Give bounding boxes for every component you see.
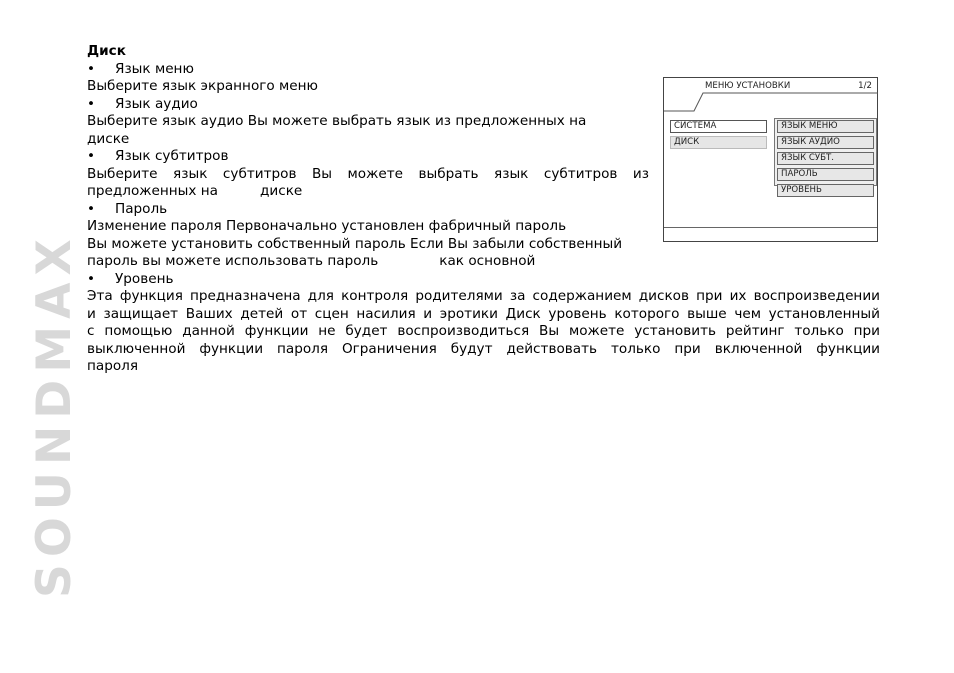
osd-subitem-audio-language: ЯЗЫК АУДИО [777, 136, 874, 149]
paragraph-line: выключенной функции пароля Ограничения будут действовать только при включенной функции [87, 340, 880, 357]
text-fragment: предложенных на [87, 183, 218, 199]
bullet-label: Язык меню [115, 60, 194, 77]
bullet-icon: • [87, 200, 96, 217]
bullet-label: Язык субтитров [115, 148, 229, 164]
bullet-icon: • [87, 270, 96, 287]
paragraph-line: Вы можете установить собственный пароль Если Вы забыли собственный [87, 235, 623, 252]
bullet-label: Уровень [115, 270, 174, 287]
paragraph-line: с помощью данной функции не будет воспроизводиться Вы можете установить рейтинг только при [87, 323, 880, 339]
paragraph-line: пароля [87, 358, 139, 374]
bullet-label: Язык аудио [115, 95, 198, 112]
paragraph-line: Выберите язык аудио Вы можете выбрать язык из предложенных на [87, 113, 587, 129]
osd-item-disc: ДИСК [670, 136, 767, 149]
bullet-item-menu-language [87, 61, 880, 79]
osd-item-system: СИСТЕМА [670, 120, 767, 133]
osd-subitem-level: УРОВЕНЬ [777, 184, 874, 197]
bullet-icon: • [87, 95, 96, 112]
paragraph-line: Выберите язык экранного меню [87, 78, 318, 94]
text-fragment: диске [260, 183, 303, 199]
paragraph-line: диске [87, 130, 130, 147]
bullet-label: Пароль [115, 200, 168, 217]
bullet-icon: • [87, 148, 96, 164]
text-fragment: как основной [439, 253, 536, 269]
osd-title: МЕНЮ УСТАНОВКИ [705, 81, 791, 91]
paragraph-line: и защищает Ваших детей от сцен насилия и эротики Диск уровень которого выше чем установленный [87, 305, 880, 322]
bullet-item-level [87, 271, 880, 289]
osd-page-indicator: 1/2 [858, 81, 872, 91]
osd-subitem-subtitle-language: ЯЗЫК СУБТ. [777, 152, 874, 165]
brand-logo-vertical: SOUNDMAX [27, 232, 82, 598]
paragraph-line [87, 253, 880, 271]
osd-footer-divider [664, 227, 877, 228]
setup-menu-illustration [663, 77, 878, 242]
osd-subitem-menu-language: ЯЗЫК МЕНЮ [777, 120, 874, 133]
text-fragment: пароль вы можете использовать пароль [87, 253, 379, 269]
osd-subitem-password: ПАРОЛЬ [777, 168, 874, 181]
section-title: Диск [87, 43, 126, 59]
paragraph-line: Выберите язык субтитров Вы можете выбрать язык субтитров из [87, 165, 649, 182]
paragraph-line: Изменение пароля Первоначально установлен фабричный пароль [87, 218, 567, 234]
bullet-icon: • [87, 60, 96, 77]
paragraph-line: Эта функция предназначена для контроля родителями за содержанием дисков при их воспроизведении [87, 288, 880, 304]
